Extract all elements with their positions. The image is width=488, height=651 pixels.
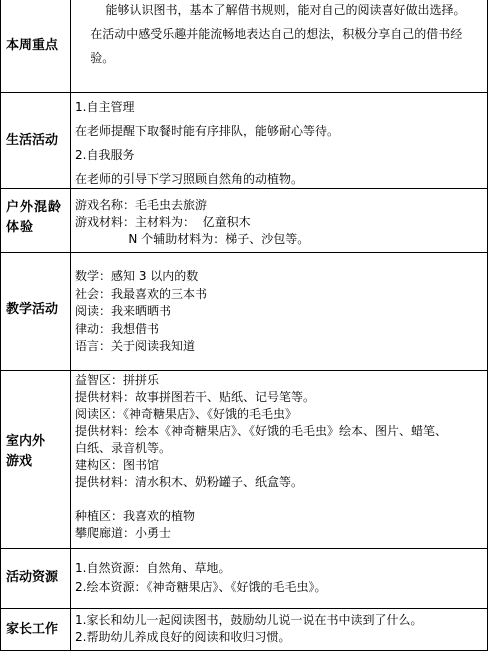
row-divider xyxy=(0,252,488,253)
label-line: 教学活动 xyxy=(6,302,59,317)
column-divider xyxy=(70,0,71,651)
content-line: 游戏名称：毛毛虫去旅游 xyxy=(75,198,208,212)
row-content-resources xyxy=(75,559,485,597)
content-line: 提供材料：绘本《神奇糖果店》、《好饿的毛毛虫》绘本、图片、蜡笔、 xyxy=(75,424,448,438)
content-line: 白纸、录音机等。 xyxy=(75,441,172,455)
label-line: 室内外 xyxy=(6,434,46,449)
row-content-indoor-outdoor-games xyxy=(75,372,485,542)
row-content-teaching xyxy=(75,268,485,356)
content-line: 验。 xyxy=(75,51,115,65)
content-line: 1.家长和幼儿一起阅读图书，鼓励幼儿说一说在书中读到了什么。 xyxy=(75,613,423,627)
content-line: N 个辅助材料为：梯子、沙包等。 xyxy=(75,232,310,246)
content-line: 2.帮助幼儿养成良好的阅读和收归习惯。 xyxy=(75,630,291,644)
label-line: 体验 xyxy=(6,220,35,235)
content-line: 在活动中感受乐趣并能流畅地表达自己的想法，积极分享自己的借书经 xyxy=(75,27,463,41)
content-line: 建构区：图书馆 xyxy=(75,458,160,472)
label-line: 户外混龄 xyxy=(6,200,63,215)
content-line: 提供材料：清水积木、奶粉罐子、纸盒等。 xyxy=(75,475,304,489)
row-content-parent-work xyxy=(75,612,485,646)
row-label-weekly-focus xyxy=(6,36,58,56)
row-divider xyxy=(0,370,488,371)
content-line: 阅读区：《神奇糖果店》、《好饿的毛毛虫》 xyxy=(75,407,298,421)
content-line: 在老师的引导下学习照顾自然角的动植物。 xyxy=(75,172,304,186)
content-line: 2.绘本资源：《神奇糖果店》、《好饿的毛毛虫》。 xyxy=(75,580,327,594)
content-line: 种植区：我喜欢的植物 xyxy=(75,509,196,523)
row-label-parent-work xyxy=(6,620,58,640)
content-line xyxy=(75,491,485,508)
content-line: 能够认识图书，基本了解借书规则，能对自己的阅读喜好做出选择。 xyxy=(75,3,466,17)
label-line: 活动资源 xyxy=(6,570,59,585)
content-line: 语言：关于阅读我知道 xyxy=(75,339,196,353)
content-line: 益智区：拼拼乐 xyxy=(75,373,160,387)
row-label-indoor-outdoor-games xyxy=(6,432,45,472)
row-label-outdoor-mixed-age xyxy=(6,198,62,238)
row-content-outdoor-mixed-age xyxy=(75,197,485,248)
content-line: 攀爬廊道：小勇士 xyxy=(75,526,172,540)
content-line: 律动：我想借书 xyxy=(75,321,160,336)
content-line: 数学：感知 3 以内的数 xyxy=(75,269,199,283)
content-line: 提供材料：故事拼图若干、贴纸、记号笔等。 xyxy=(75,390,316,404)
label-line: 家长工作 xyxy=(6,622,59,637)
table-border-left xyxy=(0,0,1,651)
row-label-resources xyxy=(6,568,58,588)
content-line: 1.自然资源：自然角、草地。 xyxy=(75,561,231,575)
label-line: 生活活动 xyxy=(6,133,59,148)
content-line: 在老师提醒下取餐时能有序排队，能够耐心等待。 xyxy=(75,124,340,138)
content-line: 社会：我最喜欢的三本书 xyxy=(75,286,208,301)
row-label-daily-life xyxy=(6,131,58,151)
row-content-weekly-focus xyxy=(75,0,485,70)
label-line: 本周重点 xyxy=(6,38,59,53)
content-line: 2.自我服务 xyxy=(75,148,135,162)
row-content-daily-life xyxy=(75,95,485,191)
content-line: 阅读：我来晒晒书 xyxy=(75,304,172,318)
content-line: 游戏材料：主材料为： 亿童积木 xyxy=(75,215,251,229)
row-label-teaching xyxy=(6,300,58,320)
row-divider xyxy=(0,548,488,549)
row-divider xyxy=(0,608,488,609)
content-line: 1.自主管理 xyxy=(75,100,135,114)
row-divider xyxy=(0,92,488,93)
label-line: 游戏 xyxy=(6,454,33,469)
